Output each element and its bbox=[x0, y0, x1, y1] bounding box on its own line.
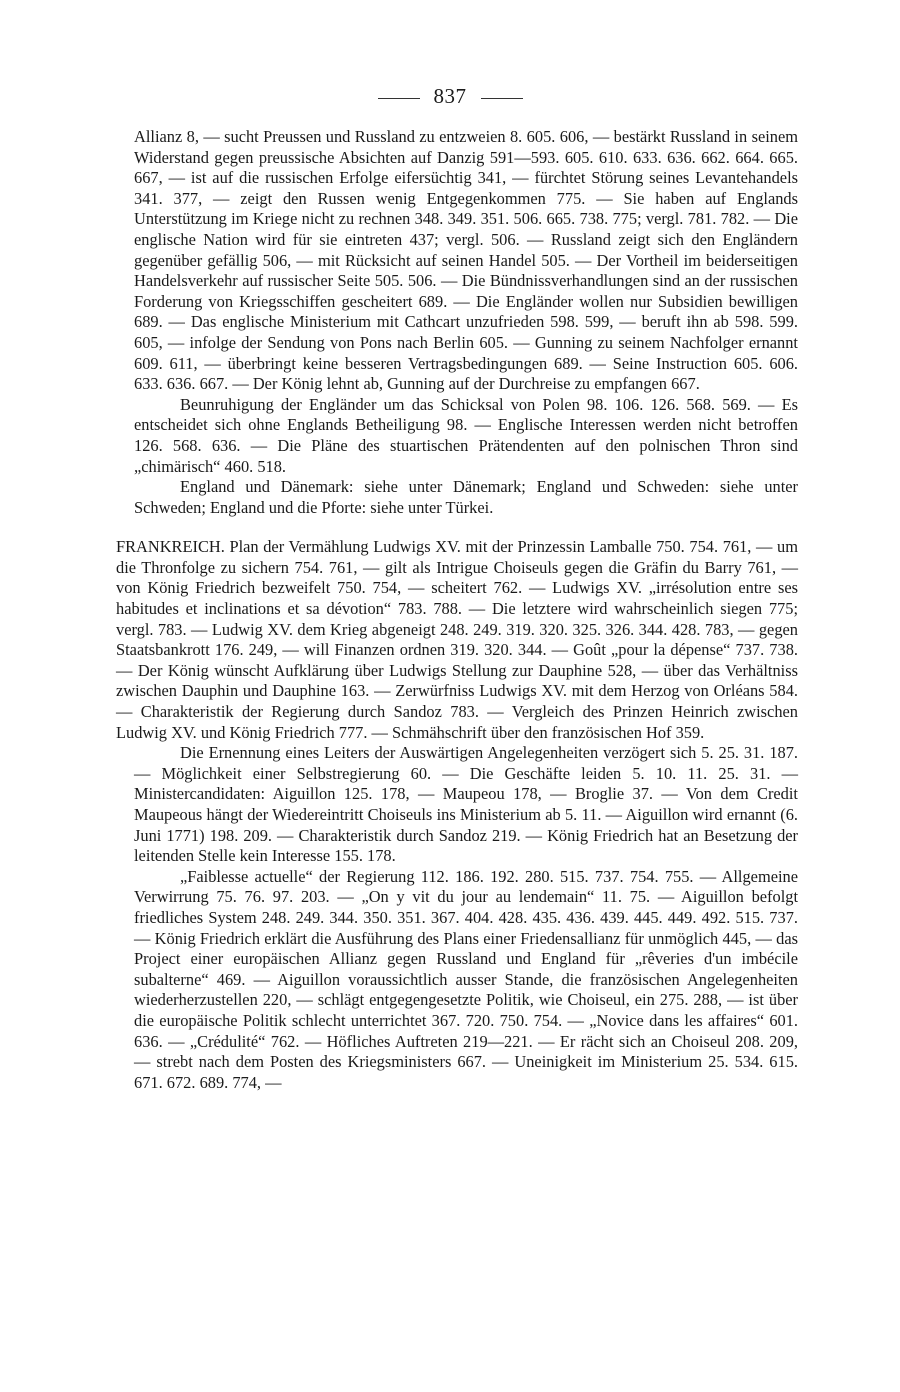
paragraph-frankreich: FRANKREICH. Plan der Vermählung Ludwigs XV. mit der Prinzessin Lamballe 750. 754. 761, — um die Thronfolge zu sichern 754. 761, — gilt als Intrigue Choiseuls gegen die Gräfin du Barry 761, — von König Friedrich bezweifelt 750. 754, — scheitert 762. — Ludwigs XV. „irrésolution entre ses habitudes et inclinations et sa dévotion“ 783. 788. — Die letztere wird wahrscheinlich siegen 775; vergl. 783. — Ludwig XV. dem Krieg abgeneigt 248. 249. 319. 320. 325. 326. 344. 428. 783, — gegen Staatsbankrott 176. 249, — will Finanzen ordnen 319. 320. 344. — Goût „pour la dépense“ 737. 738. — Der König wünscht Aufklärung über Ludwigs Stellung zur Dauphine 528, — über das Verhältniss zwischen Dauphin und Dauphine 163. — Zerwürfniss Ludwigs XV. mit dem Herzog von Orléans 584. — Charakteristik der Regierung durch Sandoz 783. — Vergleich des Prinzen Heinrich zwischen Ludwig XV. und König Friedrich 777. — Schmähschrift über den französischen Hof 359. bbox=[116, 537, 798, 742]
index-text bbox=[116, 127, 798, 1093]
paragraph-cross-references: England und Dänemark: siehe unter Dänemark; England und Schweden: siehe unter Schweden; England und die Pforte: siehe unter Türkei. bbox=[134, 477, 798, 517]
paragraph-government-weakness: „Faiblesse actuelle“ der Regierung 112. 186. 192. 280. 515. 737. 754. 755. — Allgemeine Verwirrung 75. 76. 97. 203. — „On y vit du jour au lendemain“ 11. 75. — Aiguillon befolgt friedliches System 248. 249. 344. 350. 351. 367. 404. 428. 435. 436. 439. 445. 449. 492. 515. 737. — König Friedrich erklärt die Ausführung des Plans einer Friedensallianz für unmöglich 445, — das Project einer europäischen Allianz gegen Russland und England für „rêveries d'un imbécile subalterne“ 469. — Aiguillon voraussichtlich ausser Stande, die französischen Angelegenheiten wiederherzustellen 220, — schlägt entgegengesetzte Politik, wie Choiseul, ein 275. 288, — ist über die europäische Politik schlecht unterrichtet 367. 720. 750. 754. — „Novice dans les affaires“ 601. 636. — „Crédulité“ 762. — Höfliches Auftreten 219—221. — Er rächt sich an Choiseul 208. 209, — strebt nach dem Posten des Kriegsministers 667. — Uneinigkeit im Ministerium 25. 534. 615. 671. 672. 689. 774, — bbox=[134, 866, 798, 1092]
header-rule-left bbox=[378, 98, 420, 99]
section-gap bbox=[134, 518, 798, 537]
page-header bbox=[0, 84, 900, 109]
paragraph-england-russia: Allianz 8, — sucht Preussen und Russland zu entzweien 8. 605. 606, — bestärkt Russland in seinem Widerstand gegen preussische Absichten auf Danzig 591—593. 605. 610. 633. 636. 662. 664. 665. 667, — ist auf die russischen Erfolge eifersüchtig 341, — fürchtet Störung seines Levantehandels 341. 377, — zeigt den Russen wenig Entgegenkommen 775. — Sie haben auf Englands Unterstützung im Kriege nicht zu rechnen 348. 349. 351. 506. 665. 738. 775; vergl. 781. 782. — Die englische Nation wird für sie eintreten 437; vergl. 506. — Russland zeigt sich den Engländern gegenüber gefällig 506, — mit Rücksicht auf seinen Handel 505. — Der Vortheil im beiderseitigen Handelsverkehr auf russischer Seite 505. 506. — Die Bündnissverhandlungen sind an der russischen Forderung von Kriegsschiffen gescheitert 689. — Die Engländer wollen nur Subsidien bewilligen 689. — Das englische Ministerium mit Cathcart unzufrieden 598. 599, — beruft ihn ab 598. 599. 605, — infolge der Sendung von Pons nach Berlin 605. — Gunning zu seinem Nachfolger ernannt 609. 611, — überbringt keine besseren Vertragsbedingungen 689. — Seine Instruction 605. 606. 633. 636. 667. — Der König lehnt ab, Gunning auf der Durchreise zu empfangen 667. bbox=[134, 127, 798, 394]
page-number: 837 bbox=[433, 84, 467, 108]
paragraph-poland: Beunruhigung der Engländer um das Schicksal von Polen 98. 106. 126. 568. 569. — Es entscheidet sich ohne Englands Betheiligung 98. — Englische Interessen werden nicht betroffen 126. 568. 636. — Die Pläne des stuartischen Prätendenten auf den polnischen Thron sind „chimärisch“ 460. 518. bbox=[134, 394, 798, 476]
paragraph-foreign-affairs: Die Ernennung eines Leiters der Auswärtigen Angelegenheiten verzögert sich 5. 25. 31. 187. — Möglichkeit einer Selbstregierung 60. — Die Geschäfte leiden 5. 10. 11. 25. 31. — Ministercandidaten: Aiguillon 125. 178, — Maupeou 178, — Broglie 37. — Von dem Credit Maupeous hängt der Wiedereintritt Choiseuls ins Ministerium ab 5. 11. — Aiguillon wird ernannt (6. Juni 1771) 198. 209. — Charakteristik durch Sandoz 219. — König Friedrich hat an Besetzung der leitenden Stelle kein Interesse 155. 178. bbox=[134, 743, 798, 866]
header-rule-right bbox=[481, 98, 523, 99]
